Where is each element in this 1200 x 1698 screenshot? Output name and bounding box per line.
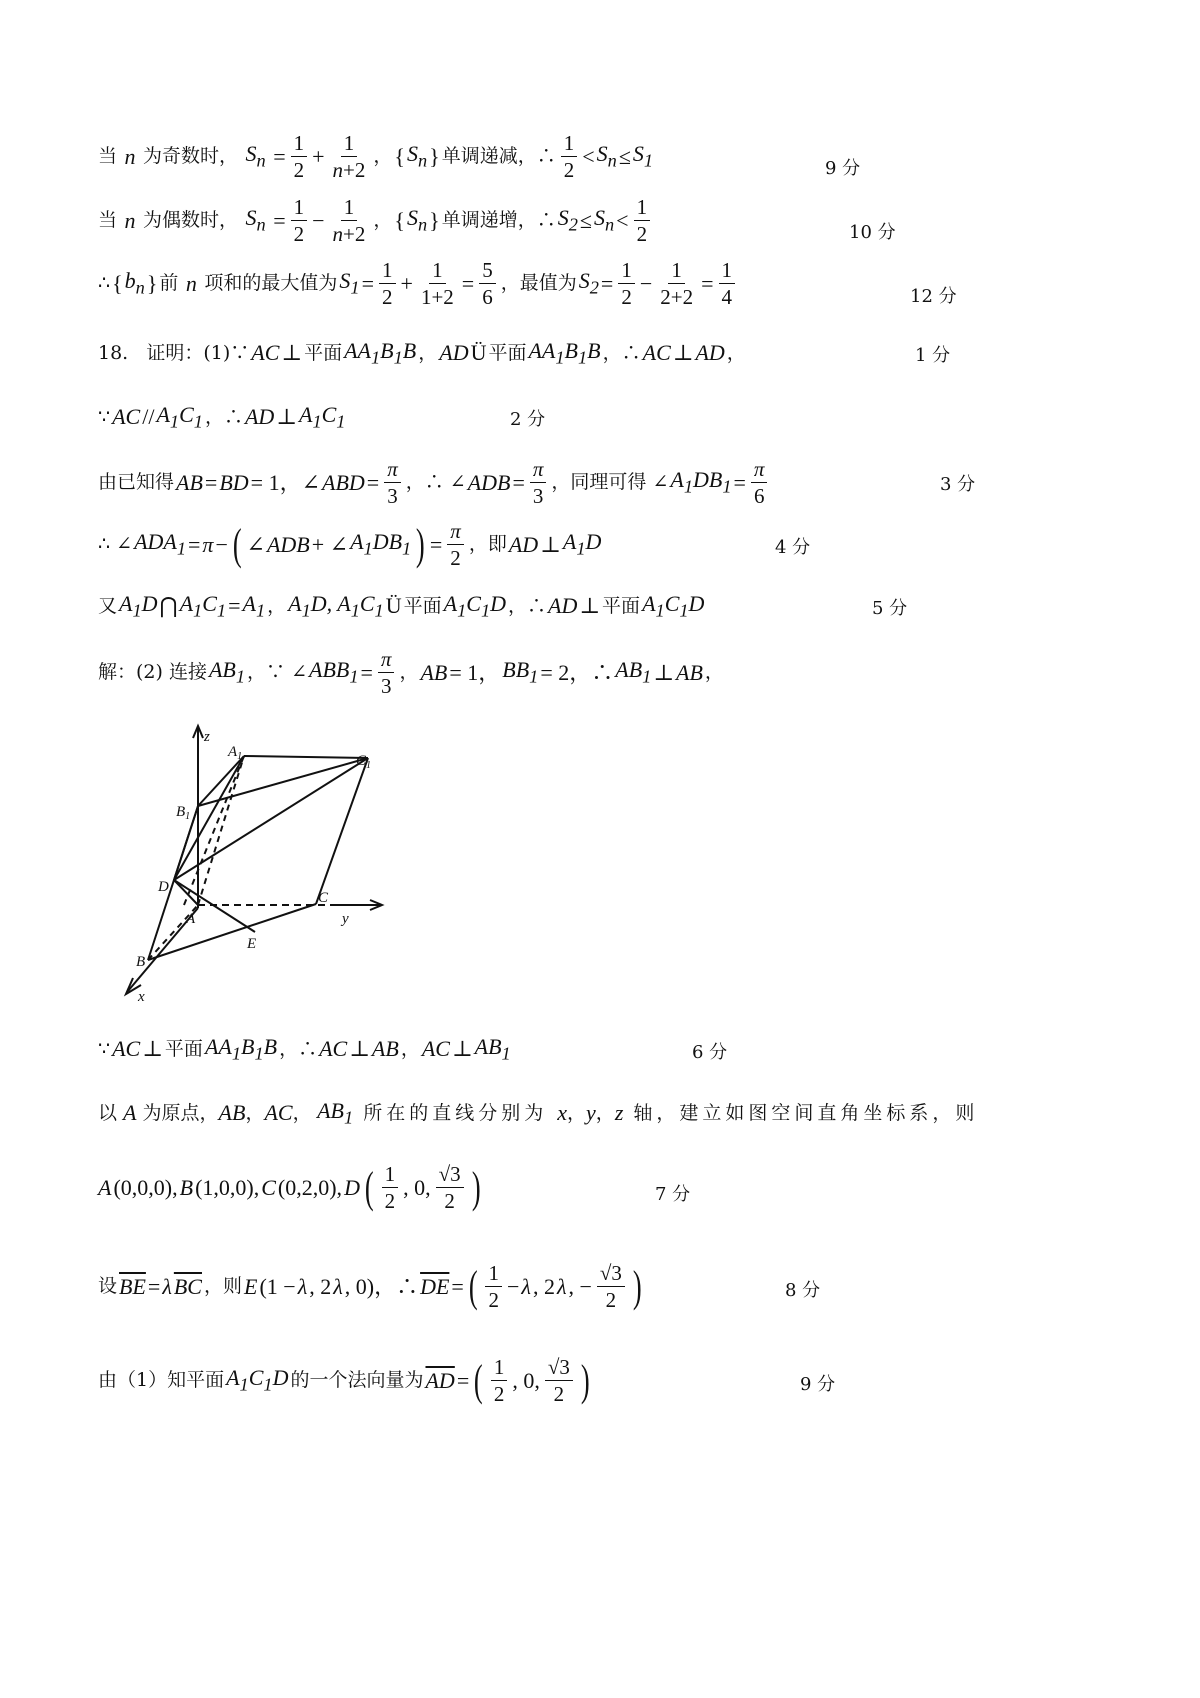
- label-B1: B: [176, 804, 186, 820]
- solution-line-10: ∵ AC ⊥ 平面 $AA_1B_1B$ ，∴ AC ⊥ AB ， AC ⊥ $AB_1$: [98, 1034, 511, 1064]
- score-line-2: 10 分: [849, 222, 896, 243]
- label-z: z: [204, 729, 210, 745]
- label-A: A: [186, 911, 196, 927]
- score-line-3: 12 分: [910, 286, 957, 307]
- label-D: D: [158, 879, 169, 895]
- svg-text:B1: $B_1$: [176, 804, 191, 822]
- score-line-12: 7 分: [655, 1184, 691, 1205]
- label-E: E: [247, 936, 257, 952]
- solution-line-1: 当 n 为奇数时， $S_n$ = $\frac{1}{2}$ + $\frac{1}{n+2}$ ， { $S_n$ } 单调递减，∴ $\frac{1}{2}$ < $S_n$ ≤ $S_1$: [98, 131, 654, 183]
- score-line-14: 9 分: [800, 1374, 836, 1395]
- prism-figure: [90, 708, 390, 1008]
- svg-text:A1: $A_1$: [228, 744, 243, 762]
- solution-line-5: ∵ AC // $A_1C_1$ ，∴ AD ⊥ $A_1C_1$: [98, 402, 346, 432]
- svg-text:C1: $C_1$: [356, 753, 372, 771]
- solution-line-4: 18. 证明：(1)∵ AC ⊥ 平面 $AA_1B_1B$ ， AD Ü 平面 $AA_1B_1B$ ，∴ AC ⊥ AD ，: [98, 338, 746, 368]
- solution-line-8: 又 $A_1D$ ⋂ $A_1C_1$ = $A_1$ ， $A_1D$, $A_1C_1$ Ü 平面 $A_1C_1D$ ，∴ AD ⊥ 平面 $A_1C_1D$: [98, 591, 705, 621]
- score-line-7: 4 分: [775, 537, 811, 558]
- solution-line-6: 由已知得 AB = BD = 1，∠ ABD = $\frac{\pi}{3}$ ，∴ ∠ ADB = $\frac{\pi}{3}$ ，同理可得 ∠ $A_1DB_1$ = $\frac{\pi}{6}$: [98, 458, 770, 507]
- solution-line-2: 当 n 为偶数时， $S_n$ = $\frac{1}{2}$ − $\frac{1}{n+2}$ ， { $S_n$ } 单调递增，∴ $S_2$ ≤ $S_n$ < $\frac{1}{2}$: [98, 196, 653, 245]
- label-y: y: [342, 911, 349, 927]
- solution-line-3: ∴ { $b_n$ } 前 n 项和的最大值为 $S_1$ = $\frac{1}{2}$ + $\frac{1}{1+2}$ = $\frac{5}{6}$ ，最值为 $S_2$ = $\frac{1}{2}$ − $\frac{1}{2+2}$ = $\frac{1}{4}$: [98, 259, 738, 308]
- solution-line-14: 由（1）知平面 $A_1C_1D$ 的一个法向量为 $\overline{AD}$ = ( $\frac{1}{2}$ , 0, $\frac{√3}{2}$ ): [98, 1355, 590, 1407]
- score-line-10: 6 分: [692, 1042, 728, 1063]
- score-line-5: 2 分: [510, 409, 546, 430]
- solution-line-7: ∴ ∠ $ADA_1$ = π − ( ∠ ADB + ∠ $A_1DB_1$ ) = $\frac{\pi}{2}$ ，即 AD ⊥ $A_1D$: [98, 519, 602, 571]
- label-C1: C: [356, 753, 367, 769]
- label-A1: A: [228, 744, 238, 760]
- label-C: C: [318, 890, 329, 906]
- score-line-1: 9 分: [825, 158, 861, 179]
- score-line-13: 8 分: [785, 1280, 821, 1301]
- score-line-8: 5 分: [872, 598, 908, 619]
- score-line-6: 3 分: [940, 474, 976, 495]
- score-line-4: 1 分: [915, 345, 951, 366]
- solution-line-11: 以 A 为原点， AB ， AC ， $AB_1$ 所在的直线分别为 x ， y ， z 轴，建立如图空间直角坐标系，则: [98, 1098, 979, 1128]
- label-B: B: [136, 954, 146, 970]
- label-x: x: [138, 989, 145, 1005]
- solution-line-13: 设 $\overline{BE}$ = λ $\overline{BC}$ ，则 E (1 − λ , 2 λ , 0)，∴ $\overline{DE}$ = ( $\frac{1}{2}$ − λ , 2 λ , − $\frac{√3}{2}$ ): [98, 1261, 642, 1313]
- solution-line-12: A (0,0,0), B (1,0,0), C (0,2,0), D ( $\frac{1}{2}$ , 0, $\frac{√3}{2}$ ): [98, 1162, 481, 1214]
- solution-line-9: 解：(2) 连接 $AB_1$ ，∵ ∠ $ABB_1$ = $\frac{\pi}{3}$ ， AB = 1， $BB_1$ = 2，∴ $AB_1$ ⊥ AB ，: [98, 647, 724, 699]
